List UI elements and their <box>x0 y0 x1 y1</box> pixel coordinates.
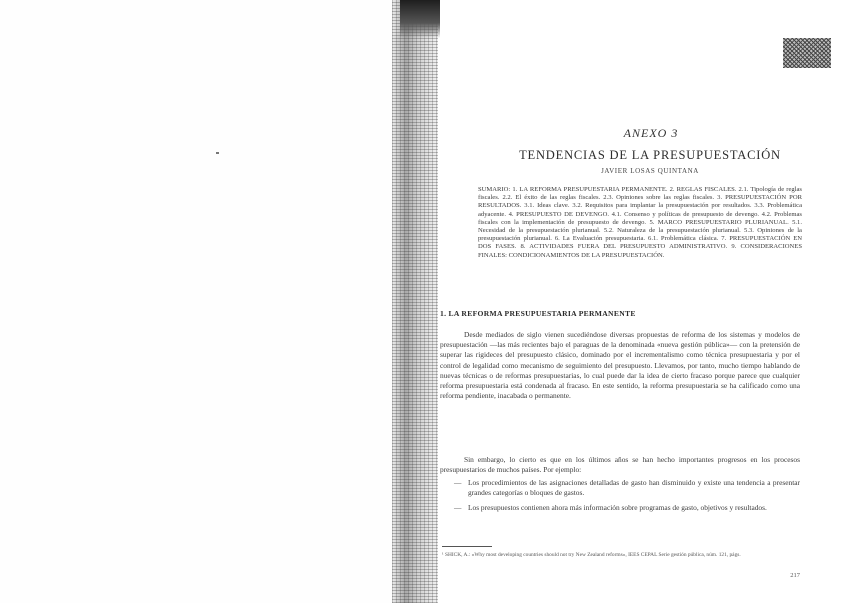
book-gutter <box>392 0 438 603</box>
annex-label: ANEXO 3 <box>623 126 679 140</box>
paragraph-2: Sin embargo, lo cierto es que en los últimos años se han hecho importantes progresos en los procesos presupuestarios de muchos países. Por ejemplo: <box>440 455 800 475</box>
bullet-dash-1: — <box>454 478 462 487</box>
right-page <box>440 0 848 603</box>
left-page <box>0 0 400 603</box>
chapter-title: TENDENCIAS DE LA PRESUPUESTACIÓN <box>519 148 781 162</box>
section-heading: 1. LA REFORMA PRESUPUESTARIA PERMANENTE <box>440 309 636 318</box>
summary-block: SUMARIO: 1. LA REFORMA PRESUPUESTARIA PERMANENTE. 2. REGLAS FISCALES. 2.1. Tipología de reglas fiscales. 2.2. El éxito de las reglas fiscales. 2.3. Opiniones sobre las reglas fiscales. 3. PRESUPUESTACIÓN POR RESULTADOS. 3.1. Ideas clave. 3.2. Requisitos para implantar la presupuestación por resultados. 3.3. Problemática adyacente. 4. PRESUPUESTO DE DEVENGO. 4.1. Consenso y políticas de presupuesto de devengo. 4.2. Problemas fiscales con la implementación de presupuesto de devengo. 5. MARCO PRESUPUESTARIO PLURIANUAL. 5.1. Necesidad de la presupuestación plurianual. 5.2. Naturaleza de la presupuestación plurianual. 5.3. Opiniones de la presupuestación plurianual. 6. La Evaluación presupuestaria. 6.1. Problemática clásica. 7. PRESUPUESTACIÓN EN DOS FASES. 8. ACTIVIDADES FUERA DEL PRESUPUESTO ADMINISTRATIVO. 9. CONSIDERACIONES FINALES: CONDICIONAMIENTOS DE LA PRESUPUESTACIÓN. <box>478 186 802 259</box>
paragraph-1: Desde mediados de siglo vienen sucediéndose diversas propuestas de reforma de los sistemas y modelos de presupuestación —las más recientes bajo el paraguas de la denominada «nueva gestión pública»— con la pretensión de superar las rigideces del presupuesto clásico, dominado por el incrementalismo como técnica presupuestaria y por el control de legalidad como mecanismo de seguimiento del presupuesto. Llevamos, por tanto, mucho tiempo hablando de nuevas técnicas o de reformas presupuestarias, lo cual puede dar la idea de cierto fracaso porque parece que cualquier reforma presupuestaria está condenada al fracaso. En este sentido, la reforma presupuestaria se ha calificado como una reforma pendiente, inacabada o permanente. <box>440 330 800 401</box>
gutter-shadow <box>400 0 440 38</box>
stray-mark <box>216 152 219 154</box>
author-name: JAVIER LOSAS QUINTANA <box>601 167 699 175</box>
footnote-rule <box>442 546 492 547</box>
bullet-dash-2: — <box>454 503 462 512</box>
bullet-text-2: Los presupuestos contienen ahora más información sobre programas de gasto, objetivos y resultados. <box>468 503 767 512</box>
bullet-item-2 <box>454 503 800 513</box>
footnote: ¹ SHICK, A.: «Why most developing countries should not try New Zealand reforms», IEES CEPAL Serie gestión pública, núm. 121, págs. <box>442 552 741 558</box>
bullet-item-1 <box>454 478 800 498</box>
bullet-text-1: Los procedimientos de las asignaciones detalladas de gasto han disminuido y existe una tendencia a presentar grandes categorías o bloques de gastos. <box>468 478 800 498</box>
page-number: 217 <box>790 572 800 579</box>
